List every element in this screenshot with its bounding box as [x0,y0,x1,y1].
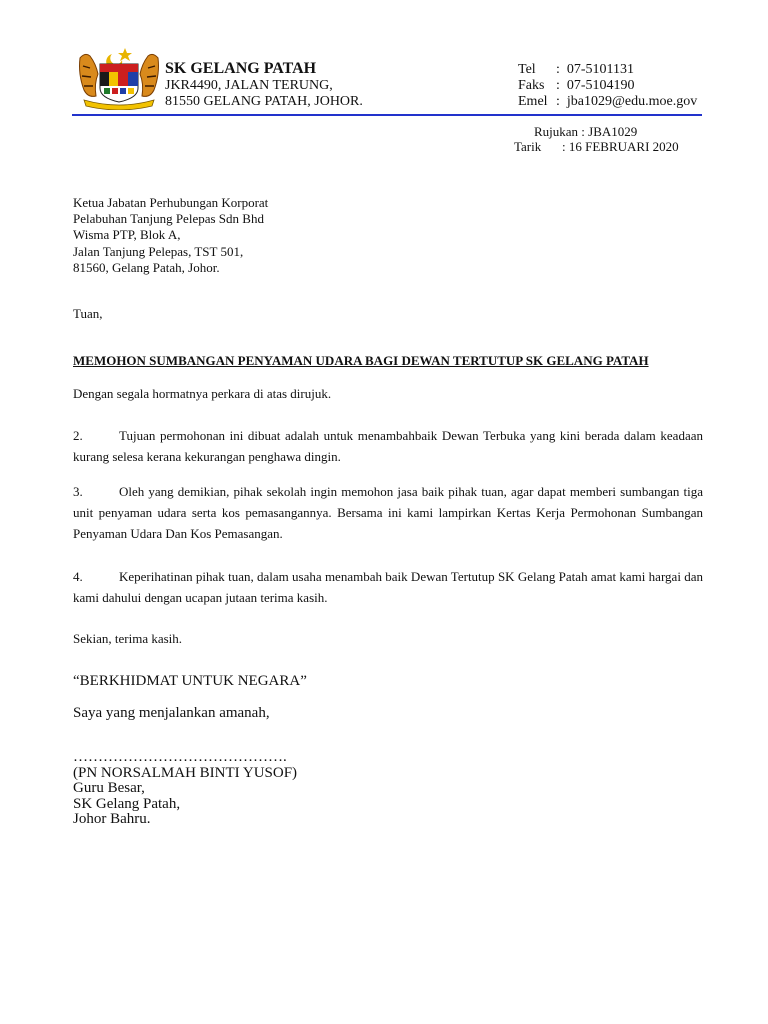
contact-email-label: Emel [518,94,548,109]
recipient-line: Ketua Jabatan Perhubungan Korporat [73,195,269,210]
opening-line: Dengan segala hormatnya perkara di atas dirujuk. [73,386,332,401]
recipient-line: Pelabuhan Tanjung Pelepas Sdn Bhd [73,211,264,227]
recipient-line: 81560, Gelang Patah, Johor. [73,259,220,275]
contact-tel-sep: : [556,62,560,77]
closing-line: Sekian, terima kasih. [73,631,183,646]
school-address-line-2: 81550 GELANG PATAH, JOHOR. [165,94,363,109]
reference-rujukan: Rujukan : JBA1029 [534,124,638,139]
signatory-title: Guru Besar, [73,780,145,797]
paragraph-4 [73,566,703,608]
signatory-school: SK Gelang Patah, [73,795,181,812]
date-value: : 16 FEBRUARI 2020 [562,139,679,154]
contact-fax-sep: : [556,78,560,93]
contact-fax-value: 07-5104190 [566,78,635,93]
signature-dots: ……………………………………. [73,749,287,765]
salutation: Tuan, [73,306,103,321]
date-label: Tarik [514,139,542,154]
trust-line: Saya yang menjalankan amanah, [73,705,270,721]
motto: “BERKHIDMAT UNTUK NEGARA” [73,673,307,689]
signatory-city: Johor Bahru. [73,811,151,828]
recipient-address [73,195,268,276]
contact-tel [518,62,634,78]
paragraph-text: Tujuan permohonan ini dibuat adalah untuk menambahbaik Dewan Terbuka yang kini berada dalam keadaan kurang selesa kerana kekurangan penghawa dingin. [73,428,703,464]
school-name: SK GELANG PATAH [165,60,317,77]
contact-fax [518,78,635,94]
recipient-line: Wisma PTP, Blok A, [73,227,181,243]
contact-email-sep: : [556,94,560,109]
signature-block [73,750,297,828]
school-address-line-1: JKR4490, JALAN TERUNG, [165,78,333,93]
contact-email-value: jba1029@edu.moe.gov [566,94,698,109]
paragraph-2 [73,425,703,467]
paragraph-3 [73,481,703,544]
contact-fax-label: Faks [518,78,545,93]
recipient-line: Jalan Tanjung Pelepas, TST 501, [73,243,244,259]
jata-negara-crest-logo [76,44,162,110]
letter-subject: MEMOHON SUMBANGAN PENYAMAN UDARA BAGI DEWAN TERTUTUP SK GELANG PATAH [73,353,649,368]
signatory-name: (PN NORSALMAH BINTI YUSOF) [73,764,298,781]
paragraph-number: 3. [73,484,83,499]
contact-tel-label: Tel [518,62,536,77]
contact-email [518,94,697,110]
paragraph-text: Oleh yang demikian, pihak sekolah ingin memohon jasa baik pihak tuan, agar dapat memberi sumbangan tiga unit penyaman udara serta kos pemasangannya. Bersama ini kami lampirkan Kertas Kerja Permohonan Sumbangan Penyaman Udara Dan Kos Pemasangan. [73,484,703,541]
paragraph-number: 4. [73,569,83,584]
paragraph-number: 2. [73,428,83,443]
paragraph-text: Keperihatinan pihak tuan, dalam usaha menambah baik Dewan Tertutup SK Gelang Patah amat kami hargai dan kami dahului dengan ucapan jutaan terima kasih. [73,569,703,605]
letterhead-divider [72,114,702,116]
contact-tel-value: 07-5101131 [566,62,635,77]
reference-date [514,139,679,155]
